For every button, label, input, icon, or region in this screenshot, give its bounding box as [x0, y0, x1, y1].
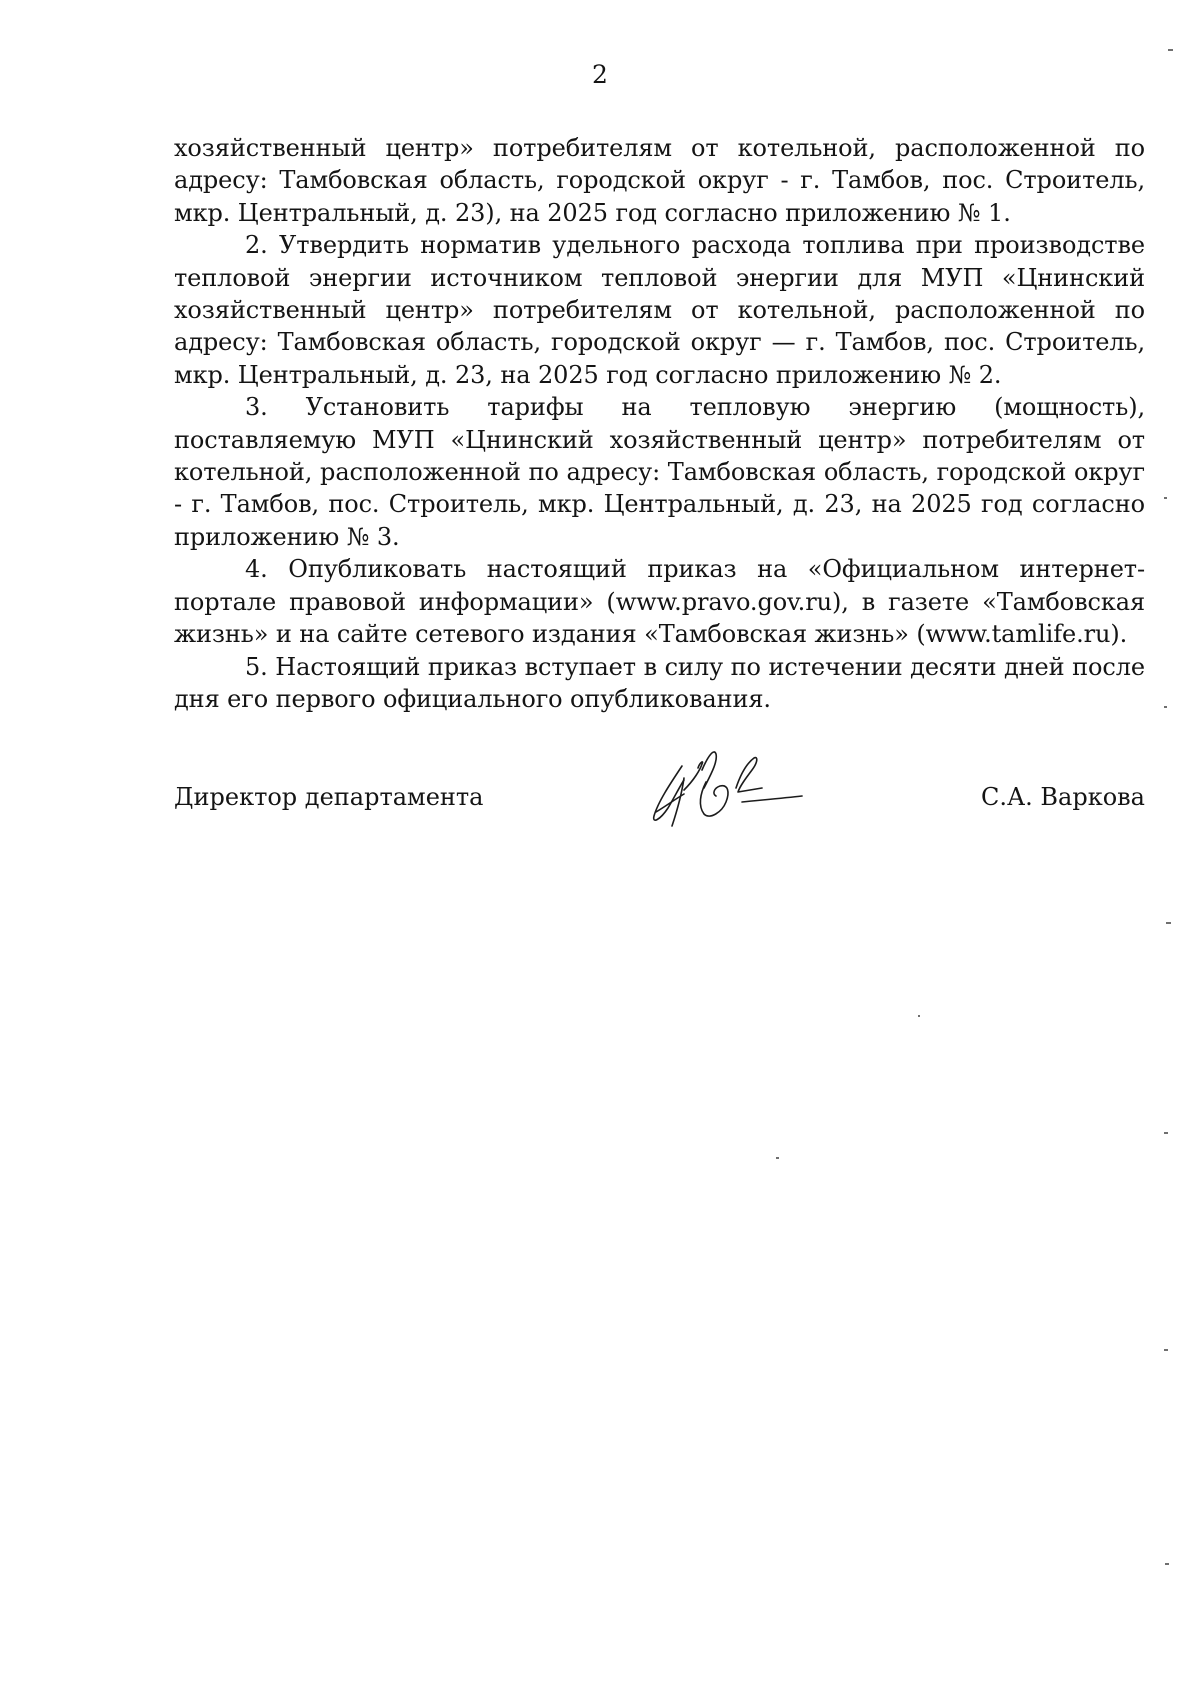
- document-body: [174, 132, 1145, 715]
- scan-artifact: [1166, 922, 1171, 924]
- scan-artifact: [1165, 1563, 1169, 1565]
- scan-artifact: [1164, 1349, 1168, 1351]
- paragraph-2: 2. Утвердить норматив удельного расхода топлива при производстве тепловой энергии источником тепловой энергии для МУП «Цнинский хозяйственный центр» потребителям от котельной, расположенной по адресу: Тамбовская область, городской округ — г. Тамбов, пос. Строитель, мкр. Центральный, д. 23, на 2025 год согласно приложению № 2.: [174, 231, 1145, 389]
- paragraph-3: 3. Установить тарифы на тепловую энергию (мощность), поставляемую МУП «Цнинский хозяйственный центр» потребителям от котельной, расположенной по адресу: Тамбовская область, городской округ - г. Тамбов, пос. Строитель, мкр. Центральный, д. 23, на 2025 год согласно приложению № 3.: [174, 393, 1145, 551]
- signatory-name: С.А. Варкова: [980, 783, 1145, 811]
- scan-artifact: [1164, 706, 1167, 708]
- paragraph-1-continuation: хозяйственный центр» потребителям от котельной, расположенной по адресу: Тамбовская область, городской округ - г. Тамбов, пос. Строитель, мкр. Центральный, д. 23), на 2025 год согласно приложению № 1.: [174, 134, 1145, 227]
- scan-artifact: [1164, 497, 1167, 499]
- signature-block: [174, 740, 1145, 840]
- scan-artifact: [918, 1015, 920, 1017]
- handwritten-signature-icon: [644, 740, 814, 840]
- signatory-position: Директор департамента: [174, 783, 484, 811]
- paragraph-4: 4. Опубликовать настоящий приказ на «Официальном интернет-портале правовой информации» (www.pravo.gov.ru), в газете «Тамбовская жизнь» и на сайте сетевого издания «Тамбовская жизнь» (www.tamlife.ru).: [174, 555, 1145, 649]
- scan-artifact: [776, 1157, 779, 1159]
- scan-artifact: [1164, 1132, 1168, 1134]
- page-number: 2: [592, 60, 608, 89]
- paragraph-5: 5. Настоящий приказ вступает в силу по истечении десяти дней после дня его первого официального опубликования.: [174, 652, 1145, 713]
- scan-artifact: [1168, 49, 1173, 51]
